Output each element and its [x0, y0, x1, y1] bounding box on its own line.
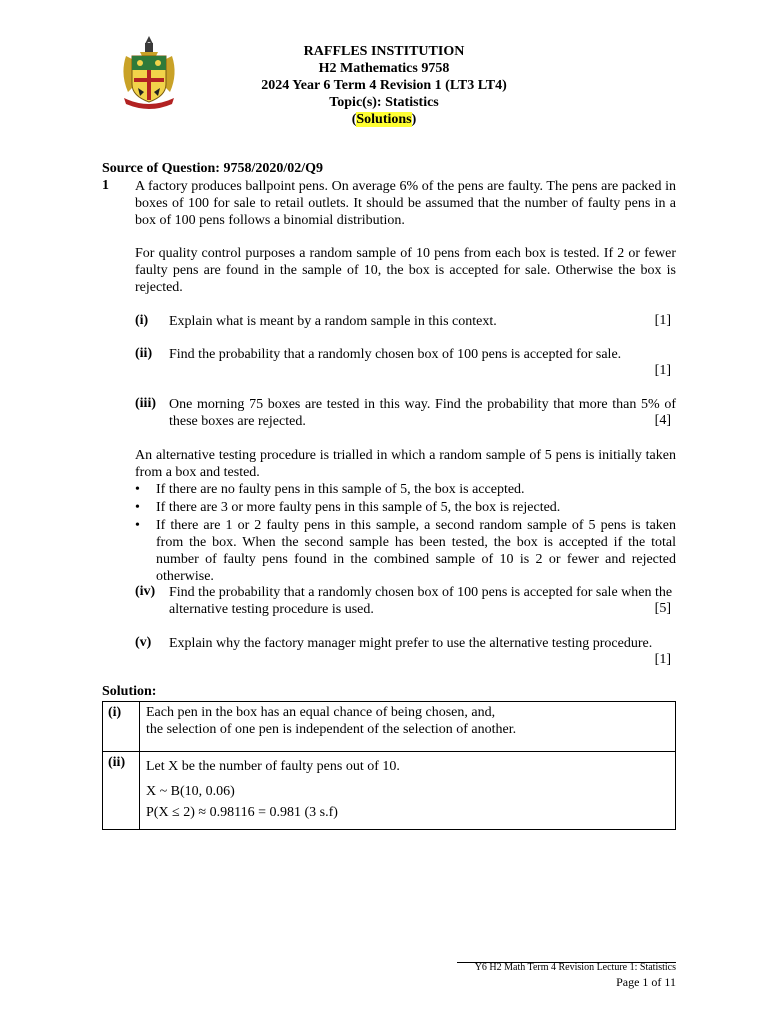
solution-cell-ii: Let X be the number of faulty pens out of 10. X ~ B(10, 0.06) P(X ≤ 2) ≈ 0.98116 = 0.981 (3 s.f) — [140, 752, 676, 830]
solution-cell-i: Each pen in the box has an equal chance of being chosen, and, the selection of one pen is independent of the selection of another. — [140, 702, 676, 752]
list-item: • If there are no faulty pens in this sample of 5, the box is accepted. — [135, 482, 525, 497]
revision-title: 2024 Year 6 Term 4 Revision 1 (LT3 LT4) — [261, 78, 507, 93]
question-source: Source of Question: 9758/2020/02/Q9 — [102, 161, 324, 176]
part-ii-text: Find the probability that a randomly chosen box of 100 pens is accepted for sale. — [169, 347, 622, 362]
table-row — [103, 752, 676, 830]
part-i-label: (i) — [135, 313, 149, 328]
part-iii-text: One morning 75 boxes are tested in this way. Find the probability that more than 5% of these boxes are rejected. — [169, 397, 676, 429]
part-iii-marks: [4] — [654, 413, 671, 428]
part-i-marks: [1] — [654, 313, 671, 328]
institution-name: RAFFLES INSTITUTION — [303, 44, 465, 59]
part-ii-marks: [1] — [654, 363, 671, 378]
part-iv-label: (iv) — [135, 584, 156, 599]
part-v-label: (v) — [135, 635, 152, 650]
topics-title: Topic(s): Statistics — [329, 95, 439, 110]
solution-table — [102, 701, 676, 830]
list-item: • If there are 1 or 2 faulty pens in this sample, a second random sample of 5 pens is taken from the box. When the second sample has been tested, the box is accepted if the total number of faulty pens found in the combined sample of 10 is 2 or fewer and rejected otherwise. — [135, 518, 676, 584]
footer-course: Y6 H2 Math Term 4 Revision Lecture 1: Statistics — [474, 962, 676, 973]
solutions-label: (Solutions) — [351, 112, 417, 127]
part-ii-label: (ii) — [135, 346, 153, 361]
question-number: 1 — [102, 178, 109, 193]
table-row — [103, 702, 676, 752]
subject-title: H2 Mathematics 9758 — [318, 61, 450, 76]
list-item: • If there are 3 or more faulty pens in this sample of 5, the box is rejected. — [135, 500, 561, 515]
page-number: Page 1 of 11 — [616, 975, 676, 989]
part-iii-label: (iii) — [135, 396, 156, 411]
part-iv-text: Find the probability that a randomly chosen box of 100 pens is accepted for sale when the alternative testing procedure is used. — [169, 585, 673, 617]
part-iv-marks: [5] — [654, 601, 671, 616]
quality-control-paragraph: For quality control purposes a random sample of 10 pens from each box is tested. If 2 or fewer faulty pens are found in the sample of 10, the box is accepted for sale. Otherwise the box is rejected. — [135, 246, 676, 295]
alternative-rules-list — [135, 481, 676, 586]
part-v-marks: [1] — [654, 652, 671, 667]
solution-label-i: (i) — [103, 702, 140, 752]
part-v-text: Explain why the factory manager might prefer to use the alternative testing procedure. — [169, 636, 653, 651]
document-header — [0, 43, 768, 128]
solution-label-ii: (ii) — [103, 752, 140, 830]
solution-heading: Solution: — [102, 684, 157, 699]
solutions-highlight: Solutions — [356, 112, 412, 127]
part-i-text: Explain what is meant by a random sample in this context. — [169, 314, 497, 329]
question-intro: A factory produces ballpoint pens. On average 6% of the pens are faulty. The pens are packed in boxes of 100 for sale to retail outlets. It should be assumed that the number of faulty pens in a box of 100 pens follows a binomial distribution. — [135, 179, 676, 228]
alternative-intro: An alternative testing procedure is trialled in which a random sample of 5 pens is initially taken from a box and tested. — [135, 448, 676, 480]
